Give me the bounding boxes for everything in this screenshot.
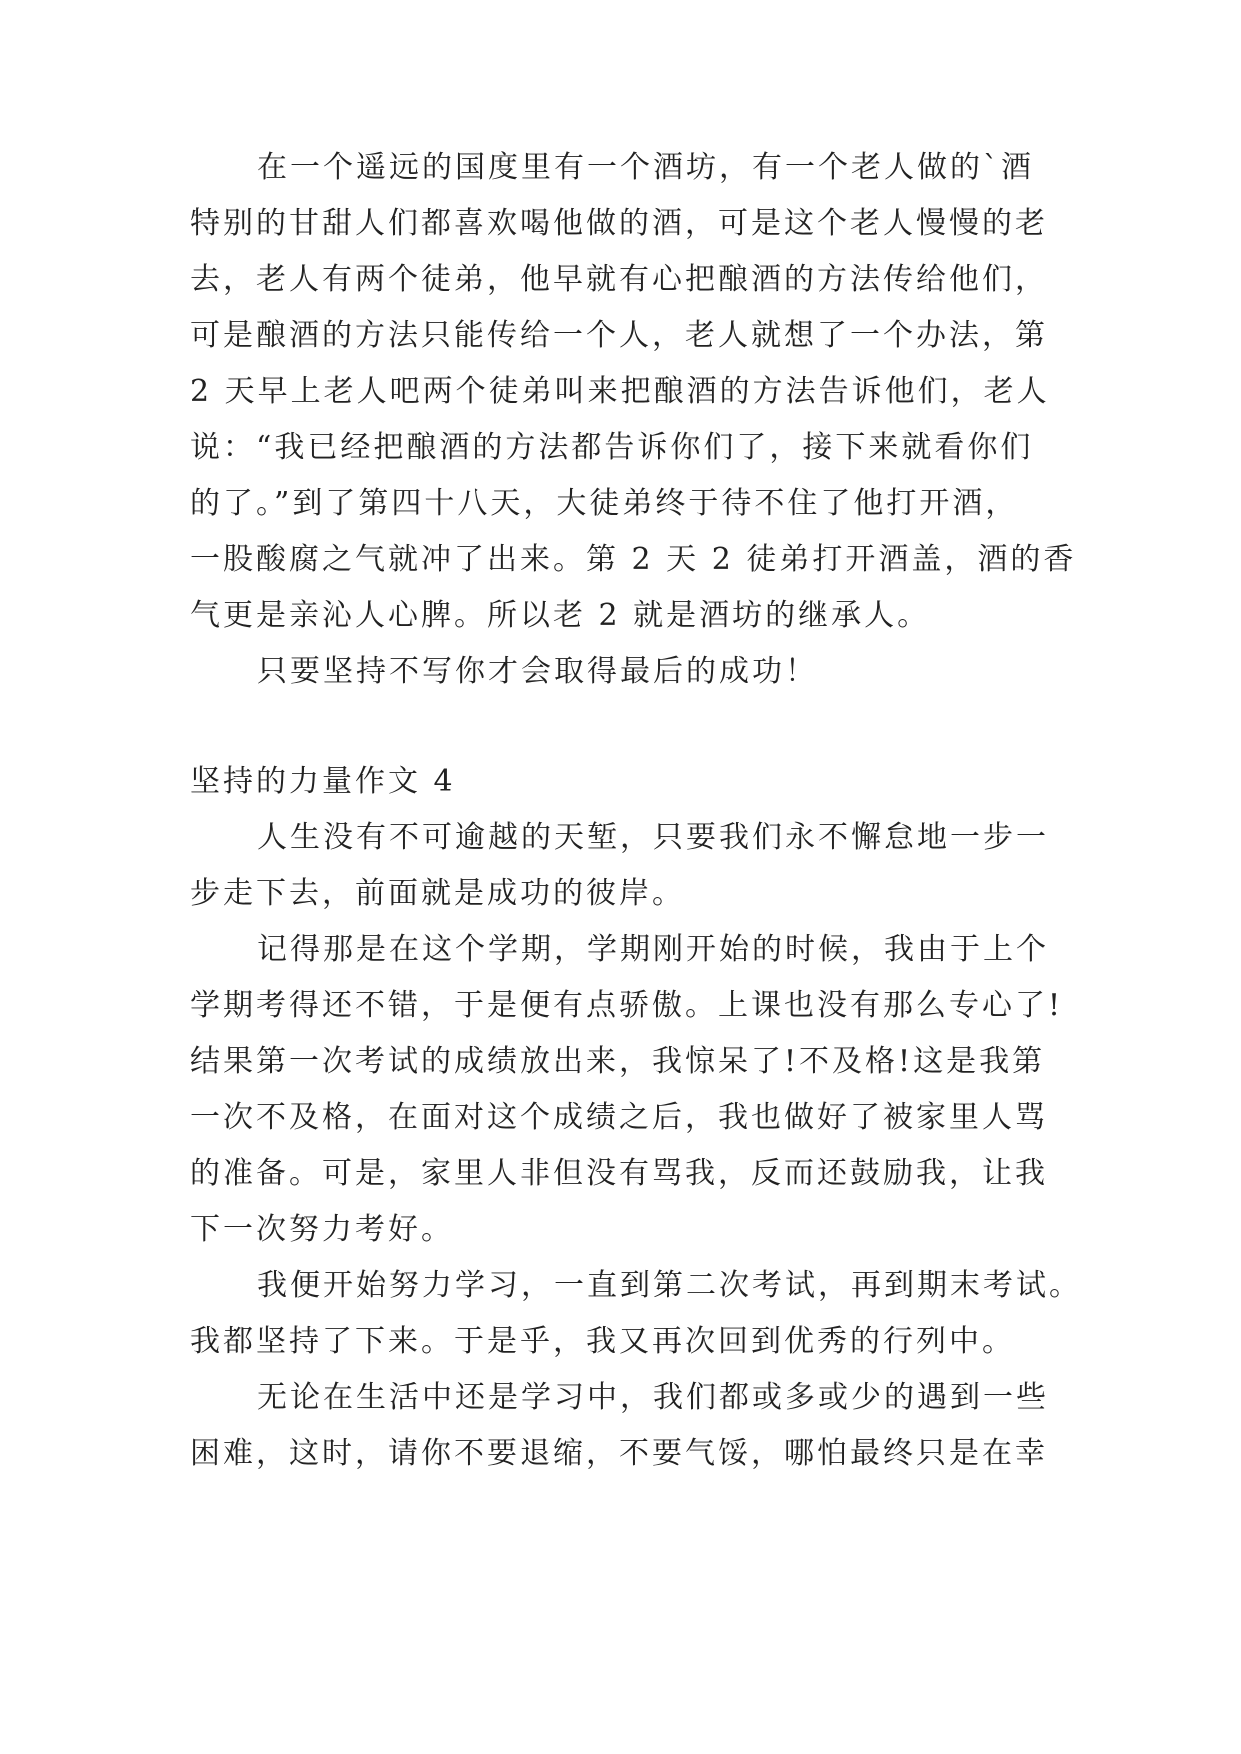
paragraph-line: 我都坚持了下来。于是乎，我又再次回到优秀的行列中。 [190, 1324, 1015, 1359]
paragraph-line: 的了。”到了第四十八天，大徒弟终于待不住了他打开酒， [190, 486, 1019, 521]
paragraph-line: 去，老人有两个徒弟，他早就有心把酿酒的方法传给他们， [190, 262, 1048, 297]
paragraph-line: 步走下去，前面就是成功的彼岸。 [190, 876, 685, 911]
paragraph-line: 2 天早上老人吧两个徒弟叫来把酿酒的方法告诉他们，老人 [190, 374, 1050, 409]
paragraph-line: 无论在生活中还是学习中，我们都或多或少的遇到一些 [257, 1380, 1049, 1415]
paragraph-line: 学期考得还不错，于是便有点骄傲。上课也没有那么专心了! [190, 988, 1064, 1023]
paragraph-line: 一次不及格，在面对这个成绩之后，我也做好了被家里人骂 [190, 1100, 1048, 1135]
paragraph-line: 结果第一次考试的成绩放出来，我惊呆了!不及格!这是我第 [190, 1044, 1046, 1079]
paragraph-line: 困难，这时，请你不要退缩，不要气馁，哪怕最终只是在幸 [190, 1436, 1048, 1471]
paragraph-line: 记得那是在这个学期，学期刚开始的时候，我由于上个 [257, 932, 1049, 967]
paragraph-line: 下一次努力考好。 [190, 1212, 454, 1247]
paragraph-line: 一股酸腐之气就冲了出来。第 2 天 2 徒弟打开酒盖，酒的香 [190, 542, 1077, 577]
paragraph-line: 可是酿酒的方法只能传给一个人，老人就想了一个办法，第 [190, 318, 1048, 353]
section-heading: 坚持的力量作文 4 [190, 764, 456, 799]
paragraph-line: 只要坚持不写你才会取得最后的成功！ [257, 654, 818, 689]
paragraph-line: 的准备。可是，家里人非但没有骂我，反而还鼓励我，让我 [190, 1156, 1048, 1191]
paragraph-line: 在一个遥远的国度里有一个酒坊，有一个老人做的`酒 [257, 150, 1034, 185]
paragraph-line: 人生没有不可逾越的天堑，只要我们永不懈怠地一步一 [257, 820, 1049, 855]
paragraph-line: 说：“我已经把酿酒的方法都告诉你们了，接下来就看你们 [190, 430, 1034, 465]
paragraph-line: 特别的甘甜人们都喜欢喝他做的酒，可是这个老人慢慢的老 [190, 206, 1048, 241]
paragraph-line: 气更是亲沁人心脾。所以老 2 就是酒坊的继承人。 [190, 598, 931, 633]
paragraph-line: 我便开始努力学习，一直到第二次考试，再到期末考试。 [257, 1268, 1082, 1303]
